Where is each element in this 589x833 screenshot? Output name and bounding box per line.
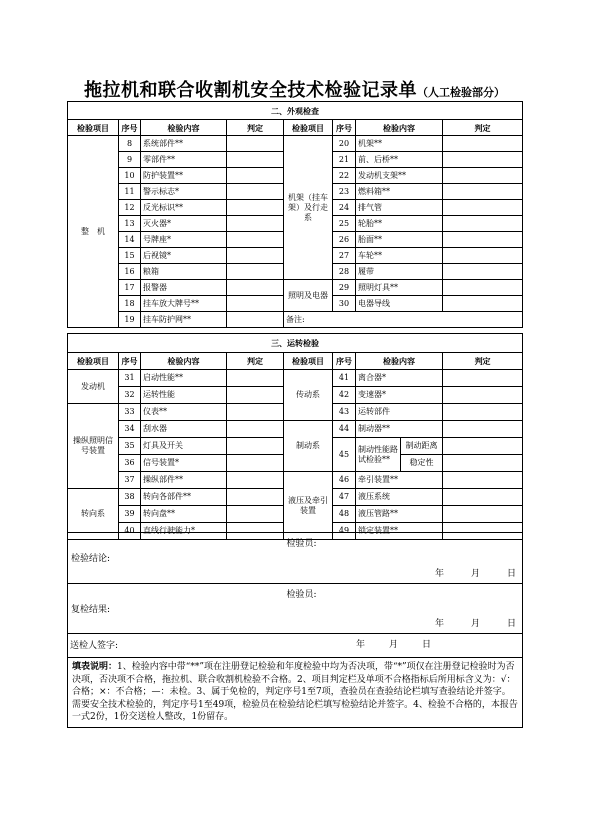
- judge-cell[interactable]: [227, 455, 284, 472]
- header-no: 序号: [119, 353, 141, 370]
- row-content: 液压系统: [356, 489, 443, 506]
- row-content: 机架**: [356, 136, 443, 152]
- day-label: 日: [506, 569, 516, 579]
- inspector-label: 检验员:: [286, 590, 317, 600]
- judge-cell[interactable]: [443, 438, 523, 455]
- row-content: 信号装置*: [141, 455, 227, 472]
- row-content: 启动性能**: [141, 370, 227, 387]
- row-no: 33: [119, 404, 141, 421]
- header-content: 检验内容: [141, 353, 227, 370]
- judge-cell[interactable]: [227, 506, 284, 523]
- judge-cell[interactable]: [443, 136, 523, 152]
- header-item: 检验项目: [284, 120, 333, 136]
- row-content: 转向盘**: [141, 506, 227, 523]
- row-no: 23: [333, 184, 356, 200]
- row-content: 灭火器*: [141, 216, 227, 232]
- judge-cell[interactable]: [443, 248, 523, 264]
- group-label: 发动机: [68, 370, 119, 404]
- row-no: 8: [119, 136, 141, 152]
- inspection-date: [435, 569, 516, 579]
- header-no: 序号: [333, 120, 356, 136]
- judge-cell[interactable]: [227, 387, 284, 404]
- group-label: 制动系: [284, 421, 333, 472]
- row-no: 42: [333, 387, 356, 404]
- day-label: 日: [506, 619, 516, 629]
- judge-cell[interactable]: [443, 296, 523, 312]
- judge-cell[interactable]: [443, 387, 523, 404]
- judge-cell[interactable]: [227, 421, 284, 438]
- judge-cell[interactable]: [443, 280, 523, 296]
- judge-cell[interactable]: [227, 280, 284, 296]
- row-content: 液压管路**: [356, 506, 443, 523]
- row-content: 粮箱: [141, 264, 227, 280]
- row-content: 系统部件**: [141, 136, 227, 152]
- row-no: 9: [119, 152, 141, 168]
- month-label: 月: [470, 569, 480, 579]
- judge-cell[interactable]: [443, 404, 523, 421]
- judge-cell[interactable]: [443, 421, 523, 438]
- row-no: 29: [333, 280, 356, 296]
- row-content: 牵引装置**: [356, 472, 443, 489]
- form-title-sub: （人工检验部分）: [417, 86, 505, 99]
- judge-cell[interactable]: [227, 404, 284, 421]
- header-judge: 判定: [443, 120, 523, 136]
- section-title: 三、运转检验: [68, 334, 523, 353]
- row-content: 轮胎**: [356, 216, 443, 232]
- conclusion-field[interactable]: [68, 533, 284, 584]
- header-judge: 判定: [443, 353, 523, 370]
- judge-cell[interactable]: [227, 438, 284, 455]
- row-no: 14: [119, 232, 141, 248]
- group-label: 机架（挂车架）及行走系: [284, 136, 333, 280]
- row-no: 28: [333, 264, 356, 280]
- row-content: 挂车防护网**: [141, 312, 227, 328]
- group-label: 整 机: [68, 136, 119, 328]
- row-content: 仪表**: [141, 404, 227, 421]
- group-label: 传动系: [284, 370, 333, 421]
- running-inspection-table: [67, 333, 523, 540]
- conclusion-label: 检验结论:: [71, 554, 111, 564]
- row-content: 照明灯具**: [356, 280, 443, 296]
- row-content: 后视镜*: [141, 248, 227, 264]
- row-content: 履带: [356, 264, 443, 280]
- header-item: 检验项目: [284, 353, 333, 370]
- judge-cell[interactable]: [227, 200, 284, 216]
- row-no: 18: [119, 296, 141, 312]
- row-no: 36: [119, 455, 141, 472]
- judge-cell[interactable]: [227, 489, 284, 506]
- recheck-label: 复检结果:: [71, 605, 111, 615]
- row-no: 12: [119, 200, 141, 216]
- row-no: 40: [119, 523, 141, 540]
- header-judge: 判定: [227, 120, 284, 136]
- row-no: 35: [119, 438, 141, 455]
- judge-cell[interactable]: [443, 455, 523, 472]
- judge-cell[interactable]: [443, 232, 523, 248]
- month-label: 月: [389, 640, 399, 650]
- group-label: 液压及牵引装置: [284, 472, 333, 540]
- row-content: 燃料箱**: [356, 184, 443, 200]
- judge-cell[interactable]: [443, 200, 523, 216]
- header-item: 检验项目: [68, 120, 119, 136]
- row-no: 44: [333, 421, 356, 438]
- row-content: 防护装置**: [141, 168, 227, 184]
- appearance-inspection-table: [67, 101, 523, 328]
- header-no: 序号: [333, 353, 356, 370]
- judge-cell[interactable]: [443, 184, 523, 200]
- row-no: 25: [333, 216, 356, 232]
- recheck-date: [435, 619, 516, 629]
- row-content: 车轮**: [356, 248, 443, 264]
- sender-label: 送检人签字:: [70, 640, 119, 651]
- instructions: [68, 658, 523, 728]
- judge-cell[interactable]: [443, 168, 523, 184]
- judge-cell[interactable]: [443, 216, 523, 232]
- header-no: 序号: [119, 120, 141, 136]
- row-no: 10: [119, 168, 141, 184]
- judge-cell[interactable]: [443, 489, 523, 506]
- header-content: 检验内容: [141, 120, 227, 136]
- judge-cell[interactable]: [443, 472, 523, 489]
- row-no: 26: [333, 232, 356, 248]
- row-no: 16: [119, 264, 141, 280]
- conclusion-table: [67, 532, 523, 728]
- row-no: 47: [333, 489, 356, 506]
- judge-cell[interactable]: [227, 136, 284, 152]
- row-no: 43: [333, 404, 356, 421]
- row-content: 发动机支架**: [356, 168, 443, 184]
- judge-cell[interactable]: [443, 264, 523, 280]
- judge-cell[interactable]: [227, 168, 284, 184]
- judge-cell[interactable]: [227, 296, 284, 312]
- sender-date: [356, 640, 431, 650]
- row-no: 32: [119, 387, 141, 404]
- section-title: 二、外观检查: [68, 102, 523, 120]
- row-no: 37: [119, 472, 141, 489]
- form-title-main: 拖拉机和联合收割机安全技术检验记录单: [84, 80, 417, 101]
- row-content: 变速器*: [356, 387, 443, 404]
- header-item: 检验项目: [68, 353, 119, 370]
- group-label: 照明及电器: [284, 280, 333, 312]
- sub-item-stability: 稳定性: [401, 455, 443, 472]
- year-label: 年: [434, 569, 444, 579]
- group-label: 操纵照明信号装置: [68, 404, 119, 489]
- header-content: 检验内容: [356, 120, 443, 136]
- row-no: 20: [333, 136, 356, 152]
- row-content: 转向各部件**: [141, 489, 227, 506]
- judge-cell[interactable]: [227, 472, 284, 489]
- row-no: 30: [333, 296, 356, 312]
- form-title: [0, 76, 589, 102]
- instructions-text: 1、检验内容中带“**”项在注册登记检验和年度检验中均为否决项，带“*”项仅在注册登记检验时为否决项，否决项不合格，拖拉机、联合收割机检验不合格。2、项目判定栏及单项不合格指标后所用标含义为：√：合格；×：不合格；—：未检。3、属于免检的，判定序号1至7项，查验员在查验结论栏填写查验结论并签字。需要安全技术检验的，判定序号1至49项，检验员在检验结论栏填写检验结论并签字。4、检验不合格的，本报告一式2份，1份交送检人整改，1份留存。: [72, 662, 518, 722]
- row-content: 挂车放大牌号**: [141, 296, 227, 312]
- sub-item-brake-distance: 制动距离: [401, 438, 443, 455]
- row-no: 31: [119, 370, 141, 387]
- row-content: 排气管: [356, 200, 443, 216]
- row-no: 11: [119, 184, 141, 200]
- inspector-label: 检验员:: [286, 539, 317, 549]
- row-content: 操纵部件**: [141, 472, 227, 489]
- row-no: 48: [333, 506, 356, 523]
- row-no: 17: [119, 280, 141, 296]
- judge-cell[interactable]: [227, 248, 284, 264]
- judge-cell[interactable]: [443, 370, 523, 387]
- row-no: 22: [333, 168, 356, 184]
- row-content: 刮水器: [141, 421, 227, 438]
- row-no: 15: [119, 248, 141, 264]
- row-no: 13: [119, 216, 141, 232]
- inspector-sign-field[interactable]: [284, 533, 523, 584]
- judge-cell[interactable]: [227, 264, 284, 280]
- row-no: 49: [333, 523, 356, 540]
- row-no: 45: [333, 438, 356, 472]
- instructions-title: 填表说明：: [72, 662, 118, 672]
- judge-cell[interactable]: [227, 216, 284, 232]
- row-no: 46: [333, 472, 356, 489]
- month-label: 月: [470, 619, 480, 629]
- row-content: 警示标志*: [141, 184, 227, 200]
- judge-cell[interactable]: [227, 152, 284, 168]
- judge-cell[interactable]: [227, 370, 284, 387]
- header-judge: 判定: [227, 353, 284, 370]
- row-content: 运转性能: [141, 387, 227, 404]
- row-no: 39: [119, 506, 141, 523]
- judge-cell[interactable]: [227, 232, 284, 248]
- row-content: 胎面**: [356, 232, 443, 248]
- row-no: 27: [333, 248, 356, 264]
- year-label: 年: [434, 619, 444, 629]
- row-no: 24: [333, 200, 356, 216]
- row-content: 制动器**: [356, 421, 443, 438]
- year-label: 年: [356, 640, 366, 650]
- row-content: 电器导线: [356, 296, 443, 312]
- row-content: 直线行驶能力*: [141, 523, 227, 540]
- row-content: 锁定装置**: [356, 523, 443, 540]
- remark-field[interactable]: 备注:: [284, 312, 523, 328]
- row-content: 制动性能路试检验**: [356, 438, 401, 472]
- day-label: 日: [422, 640, 432, 650]
- judge-cell[interactable]: [443, 506, 523, 523]
- group-label: 转向系: [68, 489, 119, 540]
- row-content: 号牌座*: [141, 232, 227, 248]
- row-no: 38: [119, 489, 141, 506]
- reinspector-sign-field[interactable]: [284, 584, 523, 634]
- row-content: 反光标识**: [141, 200, 227, 216]
- recheck-field[interactable]: [68, 584, 284, 634]
- judge-cell[interactable]: [227, 184, 284, 200]
- row-no: 21: [333, 152, 356, 168]
- judge-cell[interactable]: [227, 312, 284, 328]
- row-no: 19: [119, 312, 141, 328]
- header-content: 检验内容: [356, 353, 443, 370]
- row-no: 41: [333, 370, 356, 387]
- row-content: 报警器: [141, 280, 227, 296]
- row-content: 运转部件: [356, 404, 443, 421]
- row-content: 前、后桥**: [356, 152, 443, 168]
- row-content: 离合器*: [356, 370, 443, 387]
- sender-sign-field[interactable]: [68, 634, 523, 658]
- row-no: 34: [119, 421, 141, 438]
- row-content: 灯具及开关: [141, 438, 227, 455]
- judge-cell[interactable]: [443, 152, 523, 168]
- row-content: 零部件**: [141, 152, 227, 168]
